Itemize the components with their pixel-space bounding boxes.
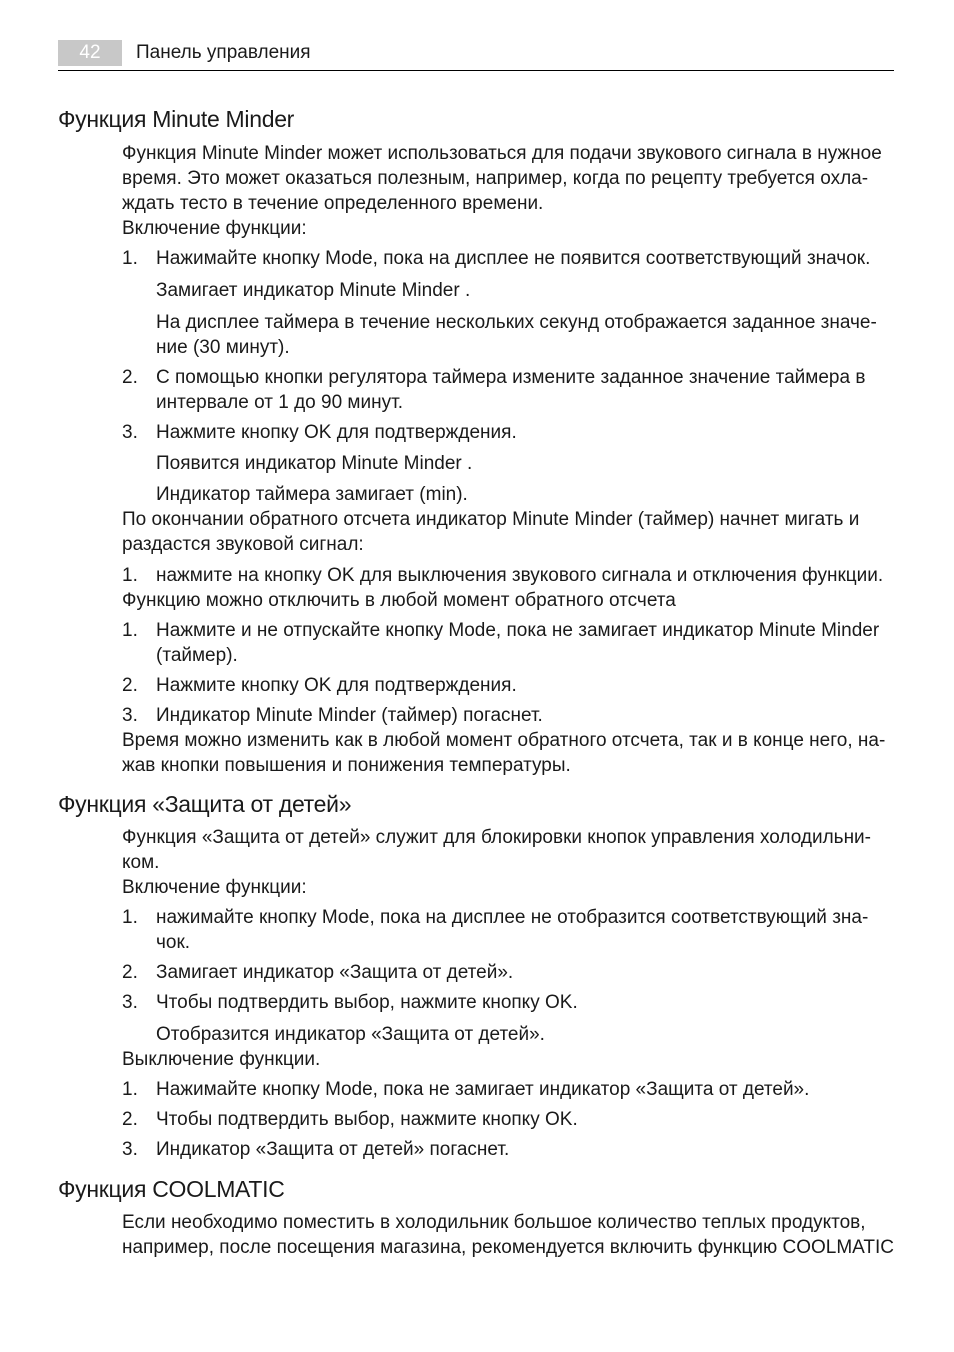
list-subtext: На дисплее таймера в течение нескольких секунд отображается заданное значе- ние (30 минут). bbox=[156, 312, 877, 358]
paragraph: Включение функции: bbox=[122, 877, 307, 898]
list-subtext: Замигает индикатор Minute Minder . bbox=[156, 280, 471, 301]
list-subtext: Появится индикатор Minute Minder . bbox=[156, 453, 473, 474]
list-item: 1. Нажмите и не отпускайте кнопку Mode, пока не замигает индикатор Minute Minder (таймер). bbox=[122, 620, 880, 666]
page-number: 42 bbox=[58, 40, 122, 66]
list-number: 2. bbox=[122, 367, 138, 388]
running-title: Панель управления bbox=[136, 42, 311, 63]
list-item: 1. нажмите на кнопку OK для выключения звукового сигнала и отключения функции. bbox=[122, 565, 884, 586]
list-item: 2. Чтобы подтвердить выбор, нажмите кнопку OK. bbox=[122, 1109, 578, 1130]
list-item: 2. С помощью кнопки регулятора таймера измените заданное значение таймера в интервале от 1 до 90 минут. bbox=[122, 367, 866, 413]
list-item: 3. Нажмите кнопку OK для подтверждения. bbox=[122, 422, 517, 443]
list-number: 3. bbox=[122, 705, 138, 726]
paragraph: Выключение функции. bbox=[122, 1049, 321, 1070]
paragraph: Функция «Защита от детей» служит для блокировки кнопок управления холодильни- ком. bbox=[122, 827, 871, 873]
paragraph: Если необходимо поместить в холодильник большое количество теплых продуктов, например, после посещения магазина, рекомендуется включить функцию COOLMATIC bbox=[122, 1212, 895, 1258]
list-item: 1. Нажимайте кнопку Mode, пока не замигает индикатор «Защита от детей». bbox=[122, 1079, 810, 1100]
list-number: 1. bbox=[122, 1079, 138, 1100]
paragraph: Включение функции: bbox=[122, 218, 307, 239]
list-item: 3. Чтобы подтвердить выбор, нажмите кнопку OK. bbox=[122, 992, 578, 1013]
list-number: 1. bbox=[122, 907, 138, 928]
paragraph: Время можно изменить как в любой момент обратного отсчета, так и в конце него, на- жав кнопки повышения и понижения температуры. bbox=[122, 730, 886, 776]
section-title-coolmatic: Функция COOLMATIC bbox=[58, 1176, 285, 1202]
list-item: 1. Нажимайте кнопку Mode, пока на дисплее не появится соответствующий значок. bbox=[122, 248, 871, 269]
list-number: 3. bbox=[122, 992, 138, 1013]
list-number: 3. bbox=[122, 422, 138, 443]
section-title-child-lock: Функция «Защита от детей» bbox=[58, 791, 352, 817]
list-number: 2. bbox=[122, 962, 138, 983]
list-number: 1. bbox=[122, 248, 138, 269]
list-item: 3. Индикатор «Защита от детей» погаснет. bbox=[122, 1139, 510, 1160]
section-title-minute-minder: Функция Minute Minder bbox=[58, 106, 295, 132]
list-subtext: Отобразится индикатор «Защита от детей». bbox=[156, 1024, 545, 1045]
list-number: 1. bbox=[122, 620, 138, 641]
paragraph: Функцию можно отключить в любой момент обратного отсчета bbox=[122, 590, 676, 611]
list-number: 3. bbox=[122, 1139, 138, 1160]
list-item: 2. Нажмите кнопку OK для подтверждения. bbox=[122, 675, 517, 696]
list-number: 2. bbox=[122, 675, 138, 696]
list-item: 1. нажимайте кнопку Mode, пока на дисплее не отобразится соответствующий зна- чок. bbox=[122, 907, 869, 953]
list-number: 2. bbox=[122, 1109, 138, 1130]
list-item: 2. Замигает индикатор «Защита от детей». bbox=[122, 962, 514, 983]
list-item: 3. Индикатор Minute Minder (таймер) погаснет. bbox=[122, 705, 543, 726]
page-header bbox=[58, 40, 894, 71]
list-subtext: Индикатор таймера замигает (min). bbox=[156, 484, 468, 505]
list-number: 1. bbox=[122, 565, 138, 586]
paragraph: Функция Minute Minder может использоваться для подачи звукового сигнала в нужное время. Это может оказаться полезным, например, когда по рецепту требуется охла- ждать тесто в течение определенного времени. bbox=[122, 143, 882, 214]
paragraph: По окончании обратного отсчета индикатор Minute Minder (таймер) начнет мигать и раздастся звуковой сигнал: bbox=[122, 509, 860, 555]
